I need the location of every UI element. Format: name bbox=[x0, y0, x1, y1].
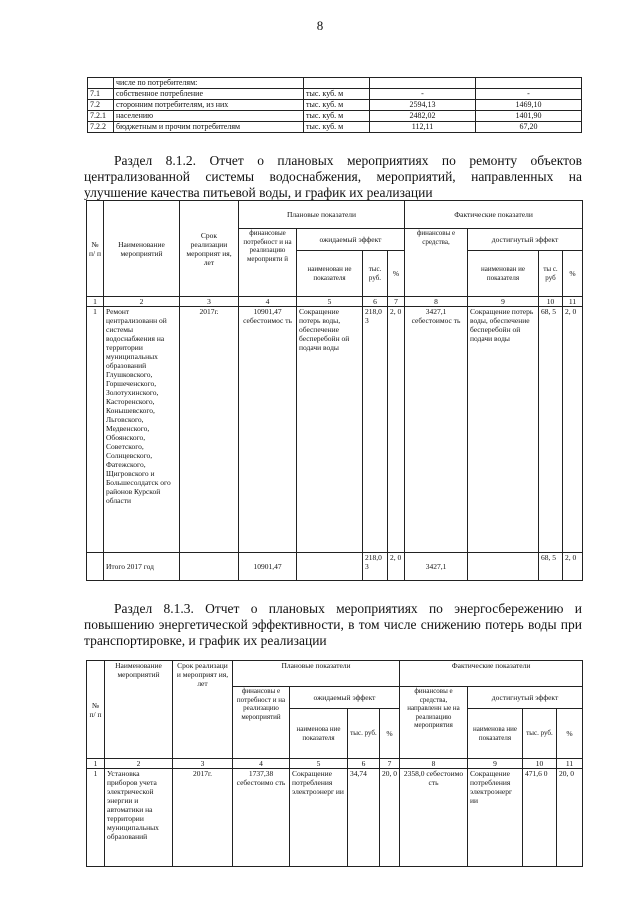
row-effect-rub: 218,0 3 bbox=[363, 307, 388, 553]
hdr-ind-name-2: наименован ие показателя bbox=[468, 251, 539, 297]
column-number: 10 bbox=[539, 297, 563, 307]
hdr-actual: Фактические показатели bbox=[405, 201, 583, 229]
cell-num: 7.2.1 bbox=[88, 111, 114, 122]
hdr2-pct-2: % bbox=[557, 709, 583, 759]
table-row bbox=[88, 100, 582, 111]
column-number: 1 bbox=[87, 297, 104, 307]
table-row bbox=[88, 111, 582, 122]
cell-name: населению bbox=[114, 111, 304, 122]
hdr2-ind-name: наименова ние показателя bbox=[290, 709, 348, 759]
total-effect-pct: 2, 0 bbox=[388, 553, 405, 581]
hdr2-actual: Фактические показатели bbox=[400, 661, 583, 687]
column-number: 8 bbox=[405, 297, 468, 307]
total-effect-rub: 218,0 3 bbox=[363, 553, 388, 581]
cell-name: собственное потребление bbox=[114, 89, 304, 100]
hdr-planned: Плановые показатели bbox=[239, 201, 405, 229]
hdr-fin-means: финансовы е средства, bbox=[405, 229, 468, 297]
hdr2-pct: % bbox=[380, 709, 400, 759]
cell-v2: 1401,90 bbox=[476, 111, 582, 122]
column-number: 8 bbox=[400, 759, 468, 769]
column-number: 6 bbox=[363, 297, 388, 307]
hdr-term: Срок реализации мероприят ия, лет bbox=[180, 201, 239, 297]
column-number: 5 bbox=[297, 297, 363, 307]
column-number: 4 bbox=[239, 297, 297, 307]
column-number: 11 bbox=[563, 297, 583, 307]
cell-v2: - bbox=[476, 89, 582, 100]
row2-fin-need: 1737,38 себестоимо сть bbox=[233, 769, 290, 867]
cell-unit: тыс. куб. м bbox=[304, 111, 370, 122]
column-number: 7 bbox=[388, 297, 405, 307]
total-fin-means: 3427,1 bbox=[405, 553, 468, 581]
hdr2-thous-rub-2: тыс. руб. bbox=[523, 709, 557, 759]
hdr-num: № п/ п bbox=[87, 201, 104, 297]
total-ach-rub: 68, 5 bbox=[539, 553, 563, 581]
row2-fin-means: 2358,0 себестоимо сть bbox=[400, 769, 468, 867]
section-heading-8-1-3: Раздел 8.1.3. Отчет о плановых мероприятиях по энергосбережению и повышению энергетической эффективности, в том числе снижению потерь воды при транспортировке, и график их реализации bbox=[84, 601, 582, 648]
hdr2-achieved: достигнутый эффект bbox=[468, 687, 583, 709]
total-fin-need: 10901,47 bbox=[239, 553, 297, 581]
column-number: 9 bbox=[468, 759, 523, 769]
column-number: 2 bbox=[104, 297, 180, 307]
hdr-name: Наименование мероприятий bbox=[104, 201, 180, 297]
hdr2-thous-rub: тыс. руб. bbox=[348, 709, 380, 759]
row2-name: Установка приборов учета электрической энергии и автоматики на территории муниципальных образований bbox=[105, 769, 173, 867]
table-row bbox=[88, 122, 582, 133]
cell-v1 bbox=[370, 78, 476, 89]
hdr2-ind-name-2: наименова ние показателя bbox=[468, 709, 523, 759]
cell-num: 7.2 bbox=[88, 100, 114, 111]
cell-unit: тыс. куб. м bbox=[304, 100, 370, 111]
row-ach-name: Сокращение потерь воды, обеспечение бесперебойн ой подачи воды bbox=[468, 307, 539, 553]
row2-effect-pct: 20, 0 bbox=[380, 769, 400, 867]
page-number: 8 bbox=[316, 18, 324, 33]
consumption-table bbox=[87, 77, 582, 133]
row-ach-pct: 2, 0 bbox=[563, 307, 583, 553]
column-number: 9 bbox=[468, 297, 539, 307]
cell-num: 7.2.2 bbox=[88, 122, 114, 133]
table-row bbox=[88, 89, 582, 100]
table-row bbox=[88, 78, 582, 89]
hdr2-fin-means: финансовы е средства, направленн ые на реализацию мероприятия bbox=[400, 687, 468, 759]
energy-saving-table bbox=[86, 660, 583, 867]
cell-unit: тыс. куб. м bbox=[304, 89, 370, 100]
row2-effect-rub: 34,74 bbox=[348, 769, 380, 867]
column-number: 1 bbox=[87, 759, 105, 769]
column-number: 2 bbox=[105, 759, 173, 769]
hdr2-fin-need: финансовы е потребност и на реализацию мероприятий bbox=[233, 687, 290, 759]
cell-v1: - bbox=[370, 89, 476, 100]
hdr-ind-name: наименован ие показателя bbox=[297, 251, 363, 297]
cell-unit: тыс. куб. м bbox=[304, 122, 370, 133]
row2-term: 2017г. bbox=[173, 769, 233, 867]
column-number: 11 bbox=[557, 759, 583, 769]
row2-ach-pct: 20, 0 bbox=[557, 769, 583, 867]
cell-v2: 1469,10 bbox=[476, 100, 582, 111]
column-number: 7 bbox=[380, 759, 400, 769]
hdr-pct: % bbox=[388, 251, 405, 297]
cell-v2 bbox=[476, 78, 582, 89]
cell-v2: 67,20 bbox=[476, 122, 582, 133]
row-ach-rub: 68, 5 bbox=[539, 307, 563, 553]
total-ach-pct: 2, 0 bbox=[563, 553, 583, 581]
row-effect-pct: 2, 0 bbox=[388, 307, 405, 553]
row2-ach-rub: 471,6 0 bbox=[523, 769, 557, 867]
hdr-expected: ожидаемый эффект bbox=[297, 229, 405, 251]
hdr-achieved: достигнутый эффект bbox=[468, 229, 583, 251]
hdr2-num: № п/ п bbox=[87, 661, 105, 759]
repair-measures-table bbox=[86, 200, 583, 581]
total-label: Итого 2017 год bbox=[104, 553, 180, 581]
row2-effect-name: Сокращение потребления электроэнерг ии bbox=[290, 769, 348, 867]
column-number: 6 bbox=[348, 759, 380, 769]
hdr-fin-need: финансовые потребност и на реализацию мероприяти й bbox=[239, 229, 297, 297]
section-heading-8-1-2: Раздел 8.1.2. Отчет о плановых мероприятиях по ремонту объектов централизованной системы водоснабжения, мероприятий, направленных на улучшение качества питьевой воды, и график их реализации bbox=[84, 153, 582, 200]
hdr-thous-rub: тыс. руб. bbox=[363, 251, 388, 297]
cell-name: сторонним потребителям, из них bbox=[114, 100, 304, 111]
hdr-pct-2: % bbox=[563, 251, 583, 297]
cell-v1: 112,11 bbox=[370, 122, 476, 133]
hdr2-name: Наименование мероприятий bbox=[105, 661, 173, 759]
cell-name: бюджетным и прочим потребителям bbox=[114, 122, 304, 133]
column-number: 4 bbox=[233, 759, 290, 769]
hdr2-term: Срок реализаци и мероприят ия, лет bbox=[173, 661, 233, 759]
row-effect-name: Сокращение потерь воды, обеспечение бесперебойн ой подачи воды bbox=[297, 307, 363, 553]
cell-unit bbox=[304, 78, 370, 89]
cell-v1: 2482,02 bbox=[370, 111, 476, 122]
row-num: 1 bbox=[87, 307, 104, 553]
column-number: 5 bbox=[290, 759, 348, 769]
hdr2-expected: ожидаемый эффект bbox=[290, 687, 400, 709]
row2-ach-name: Сокращение потребления электроэнерг ии bbox=[468, 769, 523, 867]
hdr2-planned: Плановые показатели bbox=[233, 661, 400, 687]
row-fin-means: 3427,1 себестоимос ть bbox=[405, 307, 468, 553]
row-fin-need: 10901,47 себестоимос ть bbox=[239, 307, 297, 553]
row2-num: 1 bbox=[87, 769, 105, 867]
cell-v1: 2594,13 bbox=[370, 100, 476, 111]
row-term: 2017г. bbox=[180, 307, 239, 553]
cell-num: 7.1 bbox=[88, 89, 114, 100]
column-number: 3 bbox=[180, 297, 239, 307]
cell-num bbox=[88, 78, 114, 89]
hdr-thous-rub-2: ты с. руб bbox=[539, 251, 563, 297]
column-number: 3 bbox=[173, 759, 233, 769]
row-name: Ремонт централизованн ой системы водоснабжения на территории муниципальных образований Глушковского, Горшеченского, Золотухинского, Касторенского, Конышевского, Льговского, Медвенского, Обоянского, Советского, Солнцевского, Фатежского, Щигровского и Большесолдатск ого районов Курской области bbox=[104, 307, 180, 553]
column-number: 10 bbox=[523, 759, 557, 769]
cell-name: числе по потребителям: bbox=[114, 78, 304, 89]
